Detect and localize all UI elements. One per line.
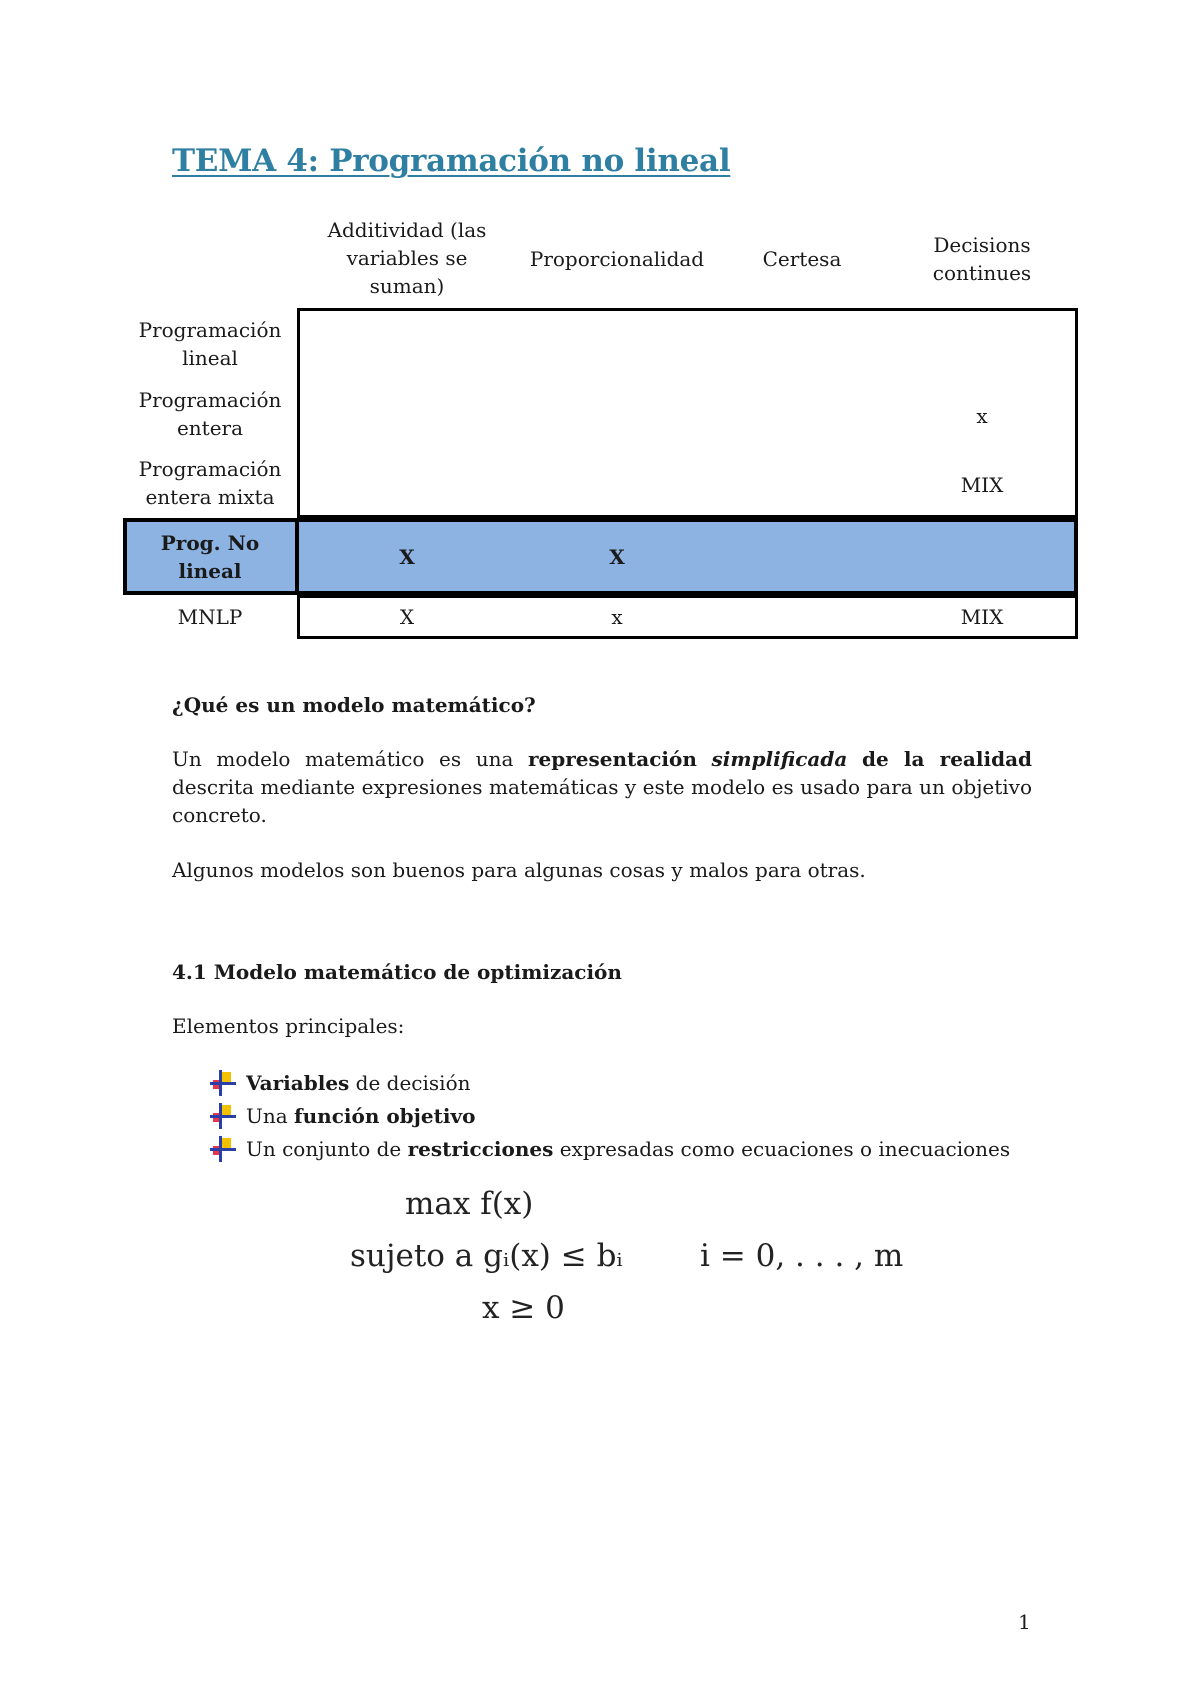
page-number: 1 [1018,1610,1031,1634]
row-label-nolineal: Prog. No lineal [160,531,260,583]
elements-intro: Elementos principales: [172,1014,405,1038]
cell-mnlp-decisions: MIX [960,605,1004,629]
cell-mnlp-proporcionalidad: x [611,605,623,629]
definition-paragraph: Un modelo matemático es una representación simplificada de la realidad descrita mediante expresiones matemáticas y este modelo es usado para un objetivo concreto. [172,747,1033,827]
page-title: TEMA 4: Programación no lineal [172,143,731,179]
cross-bullet-icon [210,1070,236,1096]
row-label-entera: Programación entera [138,388,282,440]
cell-nolineal-additividad: X [399,545,415,569]
formula-index-range: i = 0, . . . , m [700,1238,904,1274]
cell-mnlp-additividad: X [399,605,415,629]
cross-bullet-icon [210,1103,236,1129]
cell-nolineal-proporcionalidad: X [609,545,625,569]
header-certesa: Certesa [762,247,842,271]
elements-list [210,1066,1010,1165]
formula-constraint: sujeto a gᵢ(x) ≤ bᵢ [350,1238,623,1274]
header-additividad: Additividad (las variables se suman) [327,218,487,298]
list-item: Variables de decisión [210,1066,1010,1099]
formula-nonnegativity: x ≥ 0 [482,1290,565,1326]
note-paragraph: Algunos modelos son buenos para algunas cosas y malos para otras. [172,858,866,882]
cell-entera-decisions: x [976,404,988,428]
header-proporcionalidad: Proporcionalidad [529,247,705,271]
list-item: Un conjunto de restricciones expresadas como ecuaciones o inecuaciones [210,1132,1010,1165]
cell-mixta-decisions: MIX [960,473,1004,497]
list-item: Una función objetivo [210,1099,1010,1132]
question-heading: ¿Qué es un modelo matemático? [172,693,536,717]
cross-bullet-icon [210,1136,236,1162]
row-label-mnlp: MNLP [177,605,243,629]
header-decisions: Decisions continues [932,233,1032,285]
row-label-lineal: Programación lineal [138,318,282,370]
row-label-entera-mixta: Programación entera mixta [138,457,282,509]
section-heading: 4.1 Modelo matemático de optimización [172,960,622,984]
formula-objective: max f(x) [405,1186,534,1222]
